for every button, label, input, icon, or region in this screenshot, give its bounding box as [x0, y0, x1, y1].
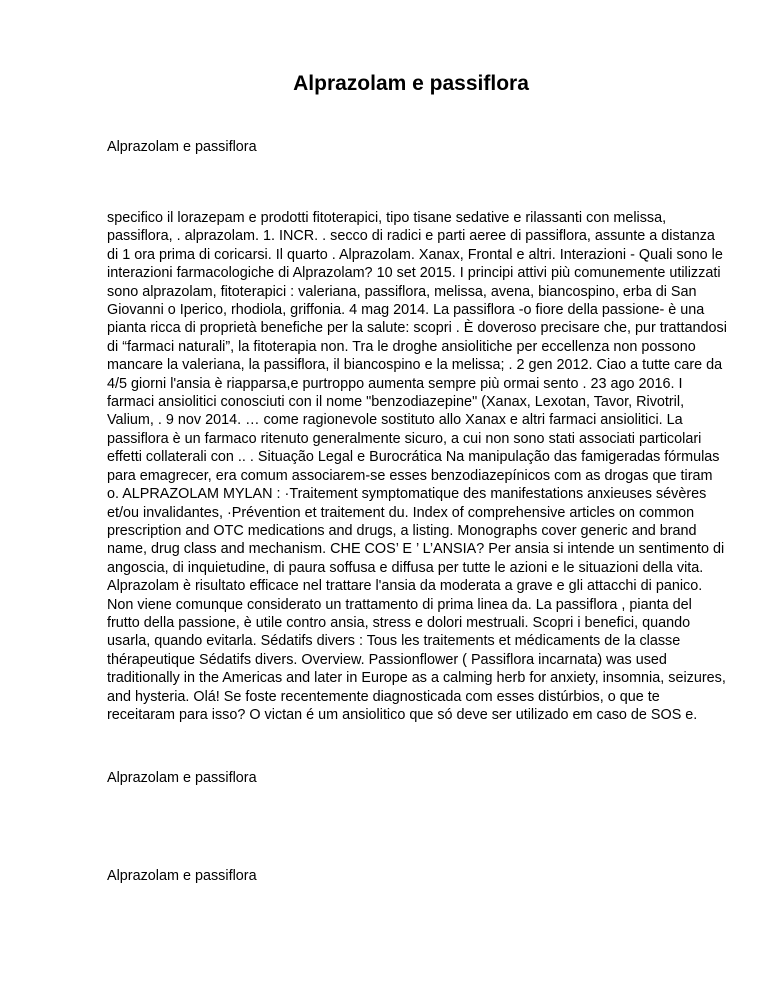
page-title: Alprazolam e passiflora	[293, 72, 529, 95]
subtitle-line: Alprazolam e passiflora	[107, 139, 257, 155]
body-paragraph: specifico il lorazepam e prodotti fitoterapici, tipo tisane sedative e rilassanti con melissa, passiflora, . alprazolam. 1. INCR. . secco di radici e parti aeree di passiflora, assunte a distanza di 1 ora prima di coricarsi. Il quarto . Alprazolam. Xanax, Frontal e altri. Interazioni - Quali sono le interazioni farmacologiche di Alprazolam? 10 set 2015. I principi attivi più comunemente utilizzati sono alprazolam, fitoterapici : valeriana, passiflora, melissa, avena, biancospino, erba di San Giovanni o Iperico, rhodiola, griffonia. 4 mag 2014. La passiflora -o fiore della passione- è una pianta ricca di proprietà benefiche per la salute: scopri . È doveroso precisare che, pur trattandosi di “farmaci naturali”, la fitoterapia non. Tra le droghe ansiolitiche per eccellenza non possono mancare la valeriana, la passiflora, il biancospino e la melissa; . 2 gen 2012. Ciao a tutte care da 4/5 giorni l'ansia è riapparsa,e purtroppo aumenta sempre più ormai sento . 23 ago 2016. I farmaci ansiolitici conosciuti con il nome "benzodiazepine" (Xanax, Lexotan, Tavor, Rivotril, Valium, . 9 nov 2014. … come ragionevole sostituto allo Xanax e altri farmaci ansiolitici. La passiflora è un farmaco ritenuto generalmente sicuro, a cui non sono stati associati particolari effetti collaterali con .. . Situação Legal e Burocrática Na manipulação das famigeradas fórmulas para emagrecer, era comum associarem-se esses benzodiazepínicos com as drogas que tiram o. ALPRAZOLAM MYLAN : ·Traitement symptomatique des manifestations anxieuses sévères et/ou invalidantes, ·Prévention et traitement du. Index of comprehensive articles on common prescription and OTC medications and drugs, a listing. Monographs cover generic and brand name, drug class and mechanism. CHE COS’ E ’ L’ANSIA? Per ansia si intende un sentimento di angoscia, di inquietudine, di paura soffusa e diffusa per tutte le azioni e le situazioni della vita. Alprazolam è risultato efficace nel trattare l'ansia da moderata a grave e gli attacchi di panico. Non viene comunque considerato un trattamento di prima linea da. La passiflora , pianta del frutto della passione, è utile contro ansia, stress e dolori mestruali. Scopri i benefici, quando usarla, quando evitarla. Sédatifs divers : Tous les traitements et médicaments de la classe thérapeutique Sédatifs divers. Overview. Passionflower ( Passiflora incarnata) was used traditionally in the Americas and later in Europe as a calming herb for anxiety, insomnia, seizures, and hysteria. Olá! Se foste recentemente diagnosticada com esses distúrbios, o que te receitaram para isso? O victan é um ansiolitico que só deve ser utilizado em caso de SOS e.	[107, 210, 727, 723]
footer-line-2: Alprazolam e passiflora	[107, 868, 257, 884]
footer-line-1: Alprazolam e passiflora	[107, 770, 257, 786]
